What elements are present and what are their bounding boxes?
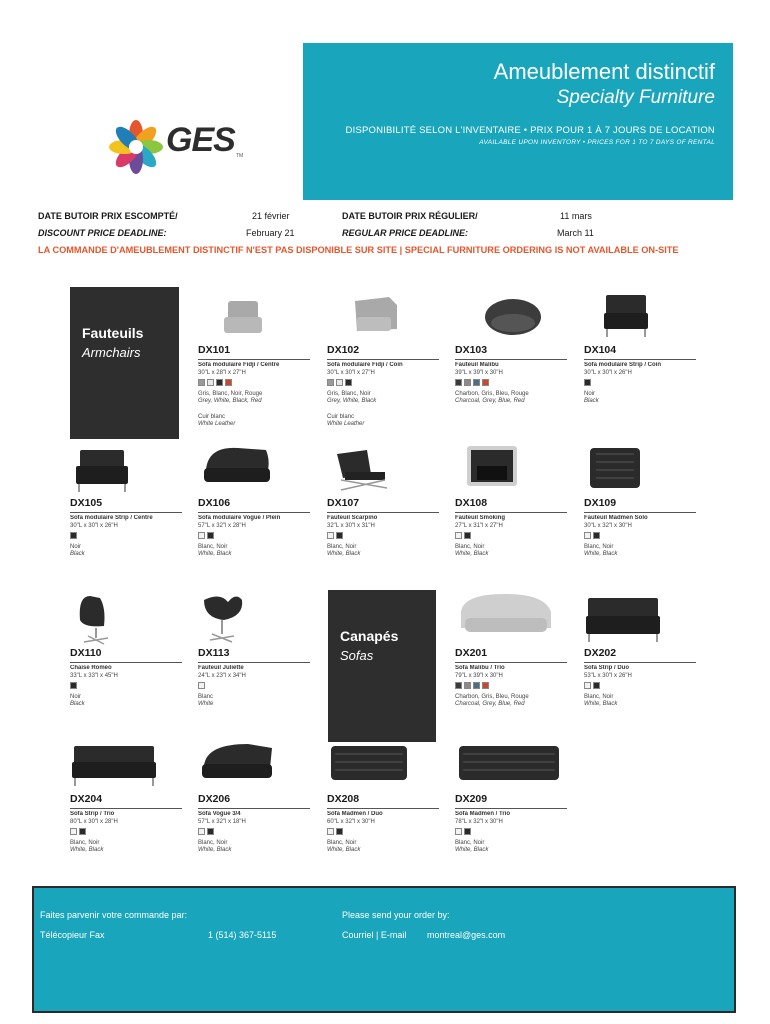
product-code: DX209 bbox=[455, 793, 488, 805]
footer-contact-box bbox=[32, 886, 736, 1013]
colors-en: White, Black bbox=[455, 551, 489, 557]
colors-fr: Noir bbox=[70, 544, 82, 550]
leather-option-en: White Leather bbox=[198, 421, 236, 427]
color-swatch bbox=[207, 379, 214, 386]
divider bbox=[327, 359, 439, 360]
color-swatch bbox=[198, 379, 205, 386]
divider bbox=[327, 808, 439, 809]
color-swatch bbox=[336, 532, 343, 539]
product-name: Sofa Madmen / Trio bbox=[455, 811, 511, 817]
discount-deadline-label-fr: DATE BUTOIR PRIX ESCOMPTÉ/ bbox=[38, 211, 178, 221]
email-link[interactable]: montreal@ges.com bbox=[427, 930, 506, 940]
product-dimensions: 32"L x 30"l x 31"H bbox=[327, 523, 375, 529]
color-swatches bbox=[327, 828, 343, 836]
product-code: DX107 bbox=[327, 497, 360, 509]
color-swatch bbox=[593, 682, 600, 689]
product-code: DX102 bbox=[327, 344, 360, 356]
product-image bbox=[198, 287, 310, 343]
colors-en: White, Black bbox=[584, 551, 618, 557]
product-dimensions: 57"L x 32"l x 28"H bbox=[198, 523, 246, 529]
logo-text: GES bbox=[166, 121, 235, 159]
divider bbox=[198, 512, 310, 513]
product-name: Sofa modulaire Vogue / Plein bbox=[198, 515, 281, 521]
color-swatch bbox=[198, 532, 205, 539]
leather-option-fr: Cuir blanc bbox=[327, 414, 355, 420]
divider bbox=[198, 359, 310, 360]
availability-en: AVAILABLE UPON INVENTORY • PRICES FOR 1 TO 7 DAYS OF RENTAL bbox=[479, 139, 715, 146]
logo-trademark: TM bbox=[236, 153, 244, 159]
color-swatch bbox=[584, 532, 591, 539]
color-swatches bbox=[327, 532, 343, 540]
product-code: DX109 bbox=[584, 497, 617, 509]
discount-deadline-label-en: DISCOUNT PRICE DEADLINE: bbox=[38, 228, 167, 238]
product-name: Sofa Malibu / Trio bbox=[455, 665, 505, 671]
product-image bbox=[584, 590, 696, 646]
product-code: DX103 bbox=[455, 344, 488, 356]
product-name: Chaise Roméo bbox=[70, 665, 112, 671]
colors-fr: Gris, Blanc, Noir bbox=[327, 391, 371, 397]
footer-send-fr: Faites parvenir votre commande par: bbox=[40, 910, 188, 920]
product-dimensions: 24"L x 23"l x 34"H bbox=[198, 673, 246, 679]
colors-fr: Blanc, Noir bbox=[70, 840, 100, 846]
product-card-dx105 bbox=[70, 440, 182, 580]
product-image bbox=[455, 287, 567, 343]
product-image bbox=[198, 736, 310, 792]
product-code: DX106 bbox=[198, 497, 231, 509]
product-code: DX204 bbox=[70, 793, 103, 805]
product-card-dx101 bbox=[198, 287, 310, 427]
logo-area bbox=[38, 43, 303, 200]
product-image bbox=[327, 440, 439, 496]
fax-number[interactable]: 1 (514) 367-5115 bbox=[208, 930, 277, 940]
fax-label: Télécopieur Fax bbox=[40, 930, 105, 940]
product-card-dx110 bbox=[70, 590, 182, 730]
color-swatches bbox=[584, 682, 600, 690]
product-image bbox=[584, 440, 696, 496]
product-code: DX105 bbox=[70, 497, 103, 509]
product-dimensions: 30"L x 28"l x 27"H bbox=[198, 370, 246, 376]
regular-deadline-label-fr: DATE BUTOIR PRIX RÉGULIER/ bbox=[342, 211, 478, 221]
color-swatch bbox=[70, 828, 77, 835]
product-dimensions: 57"L x 32"l x 18"H bbox=[198, 819, 246, 825]
product-code: DX202 bbox=[584, 647, 617, 659]
product-name: Sofa Strip / Trio bbox=[70, 811, 115, 817]
colors-fr: Blanc bbox=[198, 694, 214, 700]
color-swatch bbox=[455, 379, 462, 386]
product-code: DX101 bbox=[198, 344, 231, 356]
color-swatch bbox=[327, 532, 334, 539]
product-card-dx201 bbox=[455, 590, 567, 730]
product-image bbox=[70, 736, 182, 792]
color-swatch bbox=[584, 682, 591, 689]
product-card-dx104 bbox=[584, 287, 696, 427]
color-swatch bbox=[455, 682, 462, 689]
product-name: Sofa modulaire Strip / Coin bbox=[584, 362, 662, 368]
colors-fr: Noir bbox=[70, 694, 82, 700]
colors-fr: Charbon, Gris, Bleu, Rouge bbox=[455, 694, 529, 700]
colors-en: Charcoal, Grey, Blue, Red bbox=[455, 701, 525, 707]
color-swatches bbox=[327, 379, 352, 387]
color-swatch bbox=[473, 682, 480, 689]
product-name: Fauteuil Scarpino bbox=[327, 515, 378, 521]
colors-fr: Charbon, Gris, Bleu, Rouge bbox=[455, 391, 529, 397]
color-swatch bbox=[336, 379, 343, 386]
color-swatch bbox=[345, 379, 352, 386]
product-code: DX208 bbox=[327, 793, 360, 805]
product-card-dx103 bbox=[455, 287, 567, 427]
colors-en: White, Black bbox=[584, 701, 618, 707]
sofas-title-en: Sofas bbox=[340, 648, 374, 663]
color-swatches bbox=[70, 682, 77, 690]
color-swatch bbox=[207, 828, 214, 835]
color-swatch bbox=[327, 828, 334, 835]
divider bbox=[70, 512, 182, 513]
color-swatch bbox=[455, 828, 462, 835]
color-swatch bbox=[464, 379, 471, 386]
product-card-dx113 bbox=[198, 590, 310, 730]
product-name: Sofa Strip / Duo bbox=[584, 665, 629, 671]
colors-en: White, Black bbox=[198, 551, 232, 557]
color-swatches bbox=[455, 379, 489, 387]
product-name: Fauteuil Madmen Solo bbox=[584, 515, 648, 521]
leather-option-en: White Leather bbox=[327, 421, 365, 427]
product-image bbox=[198, 440, 310, 496]
divider bbox=[198, 808, 310, 809]
color-swatch bbox=[207, 532, 214, 539]
product-card-dx206 bbox=[198, 736, 310, 876]
divider bbox=[198, 662, 310, 663]
colors-en: Black bbox=[70, 701, 85, 707]
colors-en: White, Black bbox=[327, 551, 361, 557]
divider bbox=[455, 359, 567, 360]
product-dimensions: 80"L x 30"l x 28"H bbox=[70, 819, 118, 825]
colors-en: Black bbox=[70, 551, 85, 557]
product-image bbox=[327, 287, 439, 343]
product-image bbox=[70, 590, 182, 646]
discount-date-en: February 21 bbox=[246, 228, 295, 238]
colors-en: White, Black bbox=[455, 847, 489, 853]
colors-fr: Blanc, Noir bbox=[584, 694, 614, 700]
color-swatch bbox=[70, 532, 77, 539]
product-dimensions: 27"L x 31"l x 27"H bbox=[455, 523, 503, 529]
product-dimensions: 30"L x 32"l x 30"H bbox=[584, 523, 632, 529]
colors-en: White bbox=[198, 701, 214, 707]
color-swatches bbox=[198, 682, 205, 690]
color-swatches bbox=[584, 532, 600, 540]
color-swatch bbox=[482, 379, 489, 386]
product-image bbox=[455, 736, 567, 792]
product-dimensions: 79"L x 39"l x 30"H bbox=[455, 673, 503, 679]
product-code: DX108 bbox=[455, 497, 488, 509]
leather-option-fr: Cuir blanc bbox=[198, 414, 226, 420]
product-code: DX206 bbox=[198, 793, 231, 805]
divider bbox=[455, 808, 567, 809]
color-swatches bbox=[455, 682, 489, 690]
divider bbox=[584, 512, 696, 513]
product-name: Sofa modulaire Fidji / Centre bbox=[198, 362, 280, 368]
onsite-notice: LA COMMANDE D'AMEUBLEMENT DISTINCTIF N'EST PAS DISPONIBLE SUR SITE | SPECIAL FURNITURE ORDERING IS NOT AVAILABLE ON-SITE bbox=[38, 245, 679, 255]
color-swatches bbox=[198, 379, 232, 387]
armchairs-category-panel bbox=[70, 287, 179, 439]
colors-en: Black bbox=[584, 398, 599, 404]
product-card-dx108 bbox=[455, 440, 567, 580]
product-card-dx208 bbox=[327, 736, 439, 876]
sofas-title-fr: Canapés bbox=[340, 628, 399, 644]
color-swatch bbox=[593, 532, 600, 539]
divider bbox=[455, 662, 567, 663]
color-swatches bbox=[198, 532, 214, 540]
color-swatch bbox=[198, 682, 205, 689]
color-swatch bbox=[464, 682, 471, 689]
colors-fr: Blanc, Noir bbox=[455, 544, 485, 550]
color-swatch bbox=[225, 379, 232, 386]
product-card-dx102 bbox=[327, 287, 439, 427]
product-code: DX110 bbox=[70, 647, 102, 659]
product-card-dx209 bbox=[455, 736, 567, 876]
divider bbox=[584, 662, 696, 663]
colors-fr: Noir bbox=[584, 391, 596, 397]
colors-en: White, Black bbox=[70, 847, 104, 853]
color-swatch bbox=[327, 379, 334, 386]
colors-fr: Gris, Blanc, Noir, Rouge bbox=[198, 391, 263, 397]
product-code: DX113 bbox=[198, 647, 230, 659]
ges-flower-logo-icon bbox=[108, 119, 164, 175]
colors-en: Grey, White, Black bbox=[327, 398, 377, 404]
regular-date-en: March 11 bbox=[557, 228, 594, 238]
divider bbox=[584, 359, 696, 360]
divider bbox=[455, 512, 567, 513]
product-card-dx204 bbox=[70, 736, 182, 876]
color-swatch bbox=[70, 682, 77, 689]
armchairs-title-en: Armchairs bbox=[82, 345, 141, 360]
product-dimensions: 30"L x 30"l x 27"H bbox=[327, 370, 375, 376]
color-swatch bbox=[79, 828, 86, 835]
product-code: DX104 bbox=[584, 344, 617, 356]
colors-fr: Blanc, Noir bbox=[198, 840, 228, 846]
product-image bbox=[584, 287, 696, 343]
color-swatches bbox=[70, 828, 86, 836]
product-image bbox=[327, 736, 439, 792]
colors-en: Charcoal, Grey, Blue, Red bbox=[455, 398, 525, 404]
product-dimensions: 30"L x 30"l x 26"H bbox=[70, 523, 118, 529]
color-swatch bbox=[198, 828, 205, 835]
color-swatches bbox=[70, 532, 77, 540]
product-image bbox=[198, 590, 310, 646]
product-dimensions: 39"L x 39"l x 30"H bbox=[455, 370, 503, 376]
colors-fr: Blanc, Noir bbox=[198, 544, 228, 550]
regular-date-fr: 11 mars bbox=[560, 211, 592, 221]
product-image bbox=[70, 440, 182, 496]
product-dimensions: 33"L x 33"l x 45"H bbox=[70, 673, 118, 679]
color-swatch bbox=[482, 682, 489, 689]
product-name: Sofa Madmen / Duo bbox=[327, 811, 383, 817]
color-swatch bbox=[464, 532, 471, 539]
product-image bbox=[455, 590, 567, 646]
colors-fr: Blanc, Noir bbox=[327, 840, 357, 846]
color-swatches bbox=[584, 379, 591, 387]
colors-fr: Blanc, Noir bbox=[327, 544, 357, 550]
color-swatch bbox=[473, 379, 480, 386]
divider bbox=[70, 662, 182, 663]
product-card-dx202 bbox=[584, 590, 696, 730]
title-fr: Ameublement distinctif bbox=[493, 59, 715, 84]
availability-fr: DISPONIBILITÉ SELON L'INVENTAIRE • PRIX POUR 1 À 7 JOURS DE LOCATION bbox=[345, 125, 715, 136]
color-swatch bbox=[336, 828, 343, 835]
color-swatches bbox=[198, 828, 214, 836]
color-swatch bbox=[464, 828, 471, 835]
product-name: Sofa modulaire Fidji / Coin bbox=[327, 362, 403, 368]
footer-send-en: Please send your order by: bbox=[342, 910, 450, 920]
divider bbox=[70, 808, 182, 809]
product-name: Sofa Vogue 3/4 bbox=[198, 811, 241, 817]
regular-deadline-label-en: REGULAR PRICE DEADLINE: bbox=[342, 228, 469, 238]
product-dimensions: 30"L x 30"l x 26"H bbox=[584, 370, 632, 376]
color-swatch bbox=[584, 379, 591, 386]
product-image bbox=[455, 440, 567, 496]
product-name: Fauteuil Malibu bbox=[455, 362, 499, 368]
title-en: Specialty Furniture bbox=[556, 87, 715, 108]
product-name: Fauteuil Smoking bbox=[455, 515, 506, 521]
product-dimensions: 78"L x 32"l x 30"H bbox=[455, 819, 503, 825]
color-swatches bbox=[455, 828, 471, 836]
colors-fr: Blanc, Noir bbox=[584, 544, 614, 550]
color-swatches bbox=[455, 532, 471, 540]
colors-en: White, Black bbox=[198, 847, 232, 853]
product-card-dx106 bbox=[198, 440, 310, 580]
armchairs-title-fr: Fauteuils bbox=[82, 325, 144, 341]
product-name: Fauteuil Juliette bbox=[198, 665, 244, 671]
color-swatch bbox=[455, 532, 462, 539]
email-label: Courriel | E-mail bbox=[342, 930, 407, 940]
product-card-dx107 bbox=[327, 440, 439, 580]
sofas-category-panel bbox=[328, 590, 436, 742]
colors-fr: Blanc, Noir bbox=[455, 840, 485, 846]
divider bbox=[327, 512, 439, 513]
product-name: Sofa modulaire Strip / Centre bbox=[70, 515, 153, 521]
product-code: DX201 bbox=[455, 647, 488, 659]
colors-en: Grey, White, Black, Red bbox=[198, 398, 262, 404]
product-dimensions: 53"L x 30"l x 26"H bbox=[584, 673, 632, 679]
product-card-dx109 bbox=[584, 440, 696, 580]
header-banner bbox=[38, 43, 733, 200]
colors-en: White, Black bbox=[327, 847, 361, 853]
product-dimensions: 60"L x 32"l x 30"H bbox=[327, 819, 375, 825]
discount-date-fr: 21 février bbox=[252, 211, 290, 221]
color-swatch bbox=[216, 379, 223, 386]
